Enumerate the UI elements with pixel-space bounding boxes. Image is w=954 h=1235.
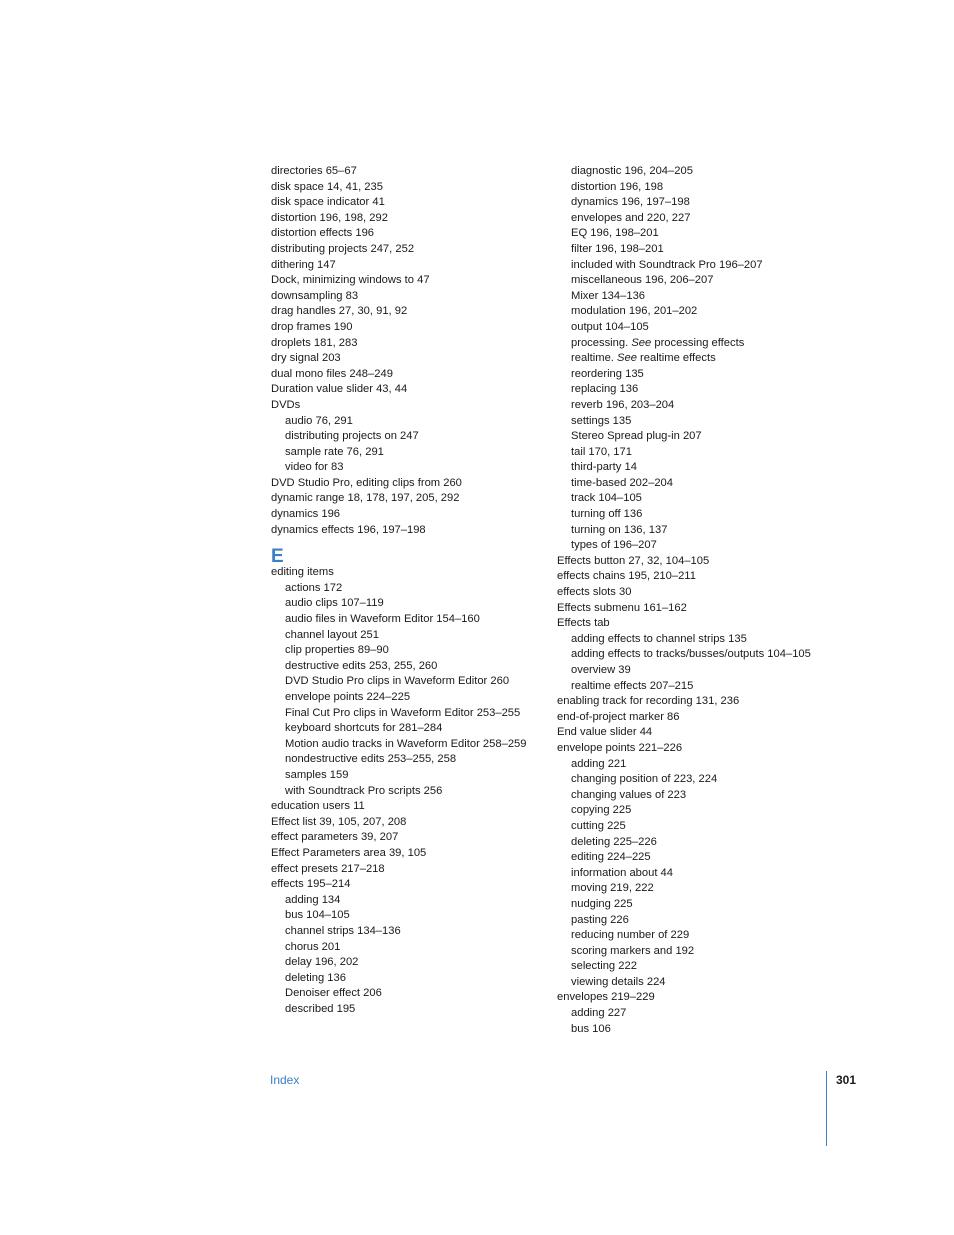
index-subentry: channel layout 251 xyxy=(285,628,379,641)
index-entry: Effects tab xyxy=(557,617,610,630)
index-subentry: included with Soundtrack Pro 196–207 xyxy=(571,258,763,271)
index-entry: dynamics 196 xyxy=(271,508,341,521)
index-subentry: adding 227 xyxy=(571,1007,627,1020)
index-subentry: described 195 xyxy=(285,1002,356,1015)
index-subentry xyxy=(557,336,847,352)
index-column-right xyxy=(557,164,847,1037)
index-subentry: keyboard shortcuts for 281–284 xyxy=(285,722,443,735)
index-entry: effect presets 217–218 xyxy=(271,862,385,875)
index-subentry: envelopes and 220, 227 xyxy=(571,211,691,224)
see-target: processing effects xyxy=(651,336,745,349)
index-subentry: turning off 136 xyxy=(571,508,643,521)
index-subentry: tail 170, 171 xyxy=(571,445,632,458)
index-subentry: distortion 196, 198 xyxy=(571,180,664,193)
index-subentry: third-party 14 xyxy=(571,461,637,474)
index-subentry: reordering 135 xyxy=(571,367,644,380)
index-entry: distortion 196, 198, 292 xyxy=(271,211,388,224)
index-subentry: reducing number of 229 xyxy=(571,929,690,942)
index-subentry: Denoiser effect 206 xyxy=(285,987,382,1000)
index-subentry: distributing projects on 247 xyxy=(285,430,419,443)
index-subentry: editing 224–225 xyxy=(571,851,651,864)
index-subentry: Stereo Spread plug-in 207 xyxy=(571,430,702,443)
entry-text: processing. xyxy=(571,336,632,349)
index-subentry: samples 159 xyxy=(285,768,349,781)
index-subentry: audio 76, 291 xyxy=(285,414,353,427)
index-subentry: realtime effects 207–215 xyxy=(571,679,694,692)
index-subentry: reverb 196, 203–204 xyxy=(571,398,675,411)
index-column-left xyxy=(271,164,551,1017)
index-entry: drop frames 190 xyxy=(271,320,353,333)
index-entry: effect parameters 39, 207 xyxy=(271,831,399,844)
index-subentry: cutting 225 xyxy=(571,819,626,832)
entry-text: realtime. xyxy=(571,352,618,365)
index-subentry: deleting 225–226 xyxy=(571,835,657,848)
index-entry: dynamics effects 196, 197–198 xyxy=(271,523,426,536)
index-subentry: bus 106 xyxy=(571,1022,611,1035)
index-subentry: adding effects to channel strips 135 xyxy=(571,632,747,645)
index-subentry xyxy=(557,351,847,367)
index-subentry: EQ 196, 198–201 xyxy=(571,227,659,240)
index-entry: dry signal 203 xyxy=(271,352,341,365)
index-subentry: adding 221 xyxy=(571,757,627,770)
index-subentry: Motion audio tracks in Waveform Editor 258–259 xyxy=(285,737,527,750)
index-entry: effects 195–214 xyxy=(271,878,351,891)
index-subentry: nudging 225 xyxy=(571,897,633,910)
index-entry: Effects submenu 161–162 xyxy=(557,601,687,614)
index-subentry: adding effects to tracks/busses/outputs 104–105 xyxy=(571,648,811,661)
index-entry: directories 65–67 xyxy=(271,165,357,177)
index-subentry: replacing 136 xyxy=(571,383,639,396)
see-reference: See xyxy=(631,336,652,349)
see-reference: See xyxy=(617,352,637,365)
index-subentry: sample rate 76, 291 xyxy=(285,445,384,458)
index-entry: distributing projects 247, 252 xyxy=(271,242,415,255)
index-subentry: bus 104–105 xyxy=(285,909,350,922)
index-entry: effects chains 195, 210–211 xyxy=(557,570,696,583)
index-subentry: information about 44 xyxy=(571,866,673,879)
index-entry: Effect list 39, 105, 207, 208 xyxy=(271,815,407,828)
index-subentry: delay 196, 202 xyxy=(285,956,359,969)
index-entry: Duration value slider 43, 44 xyxy=(271,383,408,396)
index-subentry: with Soundtrack Pro scripts 256 xyxy=(285,784,443,797)
index-subentry: clip properties 89–90 xyxy=(285,644,389,657)
page-number: 301 xyxy=(836,1073,857,1087)
index-subentry: selecting 222 xyxy=(571,960,637,973)
index-letter-heading: E xyxy=(271,546,284,568)
index-subentry: track 104–105 xyxy=(571,492,642,505)
index-subentry: miscellaneous 196, 206–207 xyxy=(571,274,714,287)
index-subentry: moving 219, 222 xyxy=(571,882,654,895)
index-entry: DVD Studio Pro, editing clips from 260 xyxy=(271,476,462,489)
index-subentry: filter 196, 198–201 xyxy=(571,242,664,255)
index-subentry: changing position of 223, 224 xyxy=(571,773,718,786)
index-entry: DVDs xyxy=(271,398,301,411)
index-subentry: DVD Studio Pro clips in Waveform Editor 260 xyxy=(285,675,510,688)
index-subentry: dynamics 196, 197–198 xyxy=(571,196,690,209)
index-subentry: types of 196–207 xyxy=(571,539,657,552)
index-entry: disk space 14, 41, 235 xyxy=(271,180,383,193)
index-entry: envelopes 219–229 xyxy=(557,991,655,1004)
index-subentry: changing values of 223 xyxy=(571,788,687,801)
index-subentry: scoring markers and 192 xyxy=(571,944,695,957)
index-subentry: turning on 136, 137 xyxy=(571,523,668,536)
footer-section-title: Index xyxy=(270,1073,300,1087)
index-subentry: Mixer 134–136 xyxy=(571,289,646,302)
index-subentry: output 104–105 xyxy=(571,320,649,333)
index-entry: Effect Parameters area 39, 105 xyxy=(271,846,427,859)
index-subentry: diagnostic 196, 204–205 xyxy=(571,165,693,177)
index-entry: droplets 181, 283 xyxy=(271,336,358,349)
index-subentry: destructive edits 253, 255, 260 xyxy=(285,659,438,672)
index-subentry: Final Cut Pro clips in Waveform Editor 253–255 xyxy=(285,706,521,719)
index-subentry: settings 135 xyxy=(571,414,632,427)
index-subentry: viewing details 224 xyxy=(571,975,666,988)
index-entry: dynamic range 18, 178, 197, 205, 292 xyxy=(271,492,460,505)
index-entry: distortion effects 196 xyxy=(271,227,375,240)
index-subentry: modulation 196, 201–202 xyxy=(571,305,698,318)
index-entry: dual mono files 248–249 xyxy=(271,367,393,380)
index-entry: dithering 147 xyxy=(271,258,336,271)
index-subentry: overview 39 xyxy=(571,664,631,676)
index-entry: downsampling 83 xyxy=(271,289,359,302)
index-entry: drag handles 27, 30, 91, 92 xyxy=(271,305,408,318)
index-subentry: audio clips 107–119 xyxy=(285,597,384,610)
index-subentry: time-based 202–204 xyxy=(571,476,674,489)
index-entry: editing items xyxy=(271,566,334,579)
index-subentry: channel strips 134–136 xyxy=(285,924,401,937)
index-subentry: pasting 226 xyxy=(571,913,629,926)
index-entry: disk space indicator 41 xyxy=(271,196,385,209)
index-entry: Effects button 27, 32, 104–105 xyxy=(557,554,710,567)
index-subentry: deleting 136 xyxy=(285,971,346,984)
index-entry: end-of-project marker 86 xyxy=(557,710,680,723)
index-subentry: video for 83 xyxy=(285,461,344,474)
index-subentry: chorus 201 xyxy=(285,940,341,953)
index-subentry: envelope points 224–225 xyxy=(285,691,411,703)
see-target: realtime effects xyxy=(636,352,716,365)
index-entry: effects slots 30 xyxy=(557,586,632,599)
index-entry: envelope points 221–226 xyxy=(557,741,683,754)
index-subentry: copying 225 xyxy=(571,804,632,817)
index-entry: education users 11 xyxy=(271,800,365,813)
index-entry: End value slider 44 xyxy=(557,726,653,739)
index-subentry: nondestructive edits 253–255, 258 xyxy=(285,753,457,766)
index-entry: enabling track for recording 131, 236 xyxy=(557,695,740,708)
index-subentry: adding 134 xyxy=(285,893,341,906)
footer-divider xyxy=(826,1071,827,1146)
index-subentry: actions 172 xyxy=(285,581,343,594)
index-entry: Dock, minimizing windows to 47 xyxy=(271,274,430,287)
index-subentry: audio files in Waveform Editor 154–160 xyxy=(285,613,480,626)
